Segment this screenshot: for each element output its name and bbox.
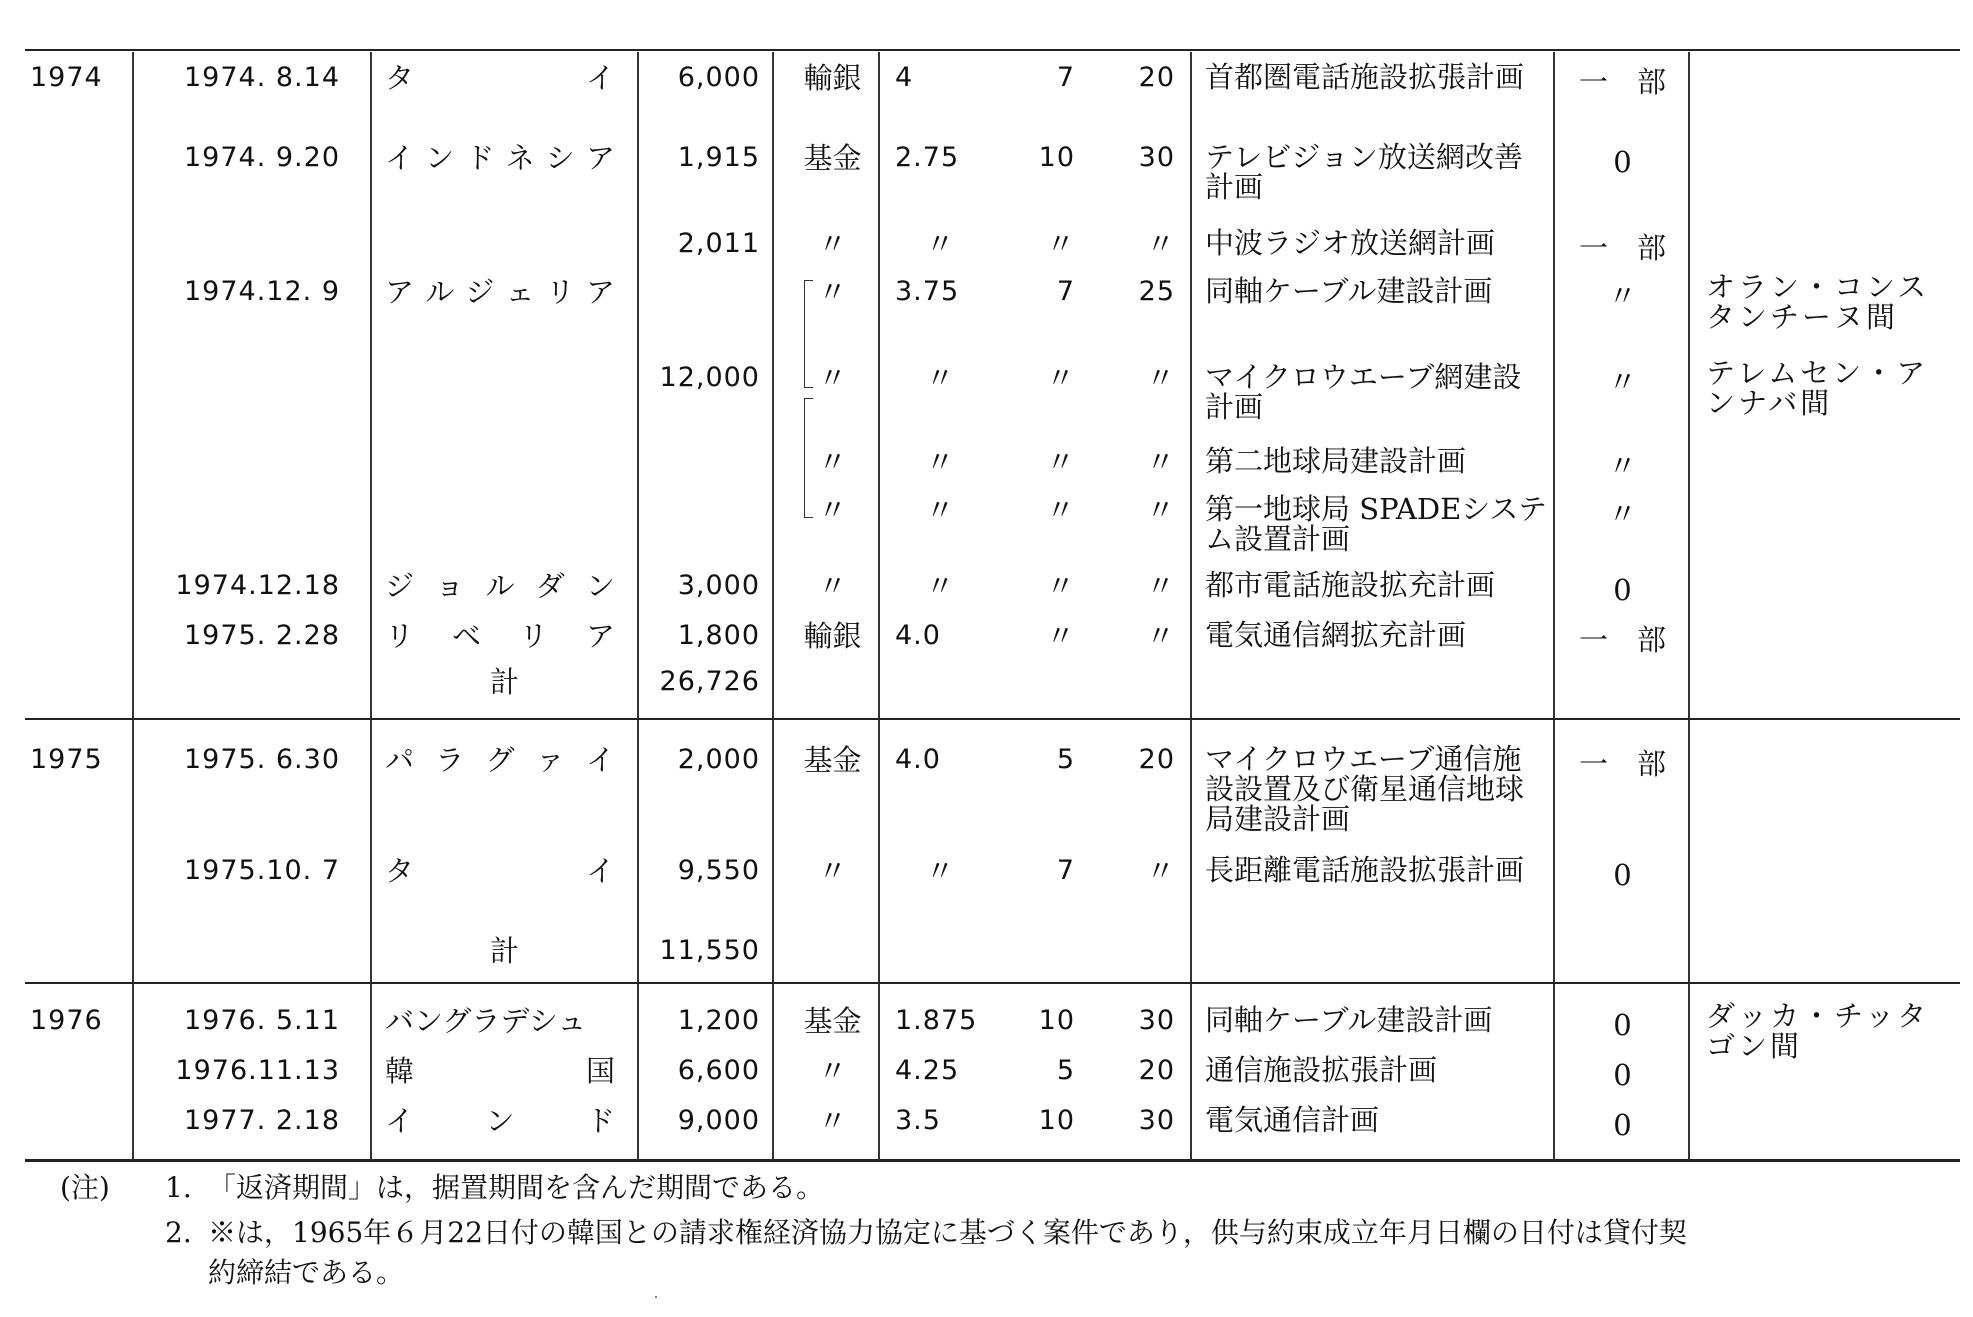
loan-amount: 6,000 — [677, 62, 760, 93]
total-amount: 11,550 — [659, 935, 760, 966]
interest-rate: 2.75 — [895, 142, 960, 173]
country-char: シ — [545, 141, 575, 175]
procurement-condition: 0 — [1613, 1008, 1632, 1042]
column-rule — [370, 720, 372, 982]
repayment-period: 〃 — [1145, 619, 1175, 653]
column-rule — [132, 52, 134, 718]
grace-period: 7 — [1056, 855, 1075, 886]
project-name: テレビジョン放送網改善計画 — [1205, 140, 1523, 204]
interest-rate: 4.25 — [895, 1055, 960, 1086]
project-name: 長距離電話施設拡張計画 — [1205, 853, 1525, 887]
note-number: 1. — [165, 1171, 192, 1204]
remarks: テレムセン・アンナバ間 — [1706, 356, 1929, 420]
country-char: リ — [545, 275, 575, 309]
project-name: 電気通信計画 — [1205, 1103, 1380, 1137]
country-char: ョ — [435, 569, 465, 603]
column-rule — [637, 720, 639, 982]
total-label: 計 — [490, 934, 520, 968]
country-char: イ — [585, 743, 615, 777]
project-name: 都市電話施設拡充計画 — [1205, 568, 1496, 602]
procurement-condition: 一 部 — [1578, 623, 1666, 657]
procurement-condition: 〃 — [1607, 449, 1637, 483]
interest-rate: 4.0 — [895, 744, 941, 775]
country-char: ァ — [535, 743, 565, 777]
column-rule — [1553, 720, 1555, 982]
interest-rate: 〃 — [925, 361, 955, 395]
column-rule — [1553, 984, 1555, 1160]
repayment-period: 〃 — [1145, 361, 1175, 395]
interest-rate: 〃 — [925, 227, 955, 261]
lending-agency: 基金 — [803, 743, 862, 777]
procurement-condition: 〃 — [1607, 279, 1637, 313]
repayment-period: 〃 — [1145, 854, 1175, 888]
note-text-continued: 約締結である。 — [208, 1256, 405, 1289]
grace-period: 7 — [1056, 276, 1075, 307]
grace-period: 5 — [1056, 1055, 1075, 1086]
procurement-condition: 0 — [1613, 573, 1632, 607]
column-rule — [1190, 984, 1192, 1160]
commitment-date: 1975.10. 7 — [184, 855, 340, 886]
fiscal-year: 1975 — [30, 744, 103, 775]
recipient-country — [385, 1105, 615, 1137]
repayment-period: 20 — [1138, 744, 1175, 775]
recipient-country — [385, 1055, 615, 1087]
notes-prefix: (注) — [60, 1171, 110, 1204]
column-rule — [1688, 984, 1690, 1160]
total-label: 計 — [490, 665, 520, 699]
country-char: ド — [585, 1104, 615, 1138]
column-rule — [772, 720, 774, 982]
repayment-period: 20 — [1138, 1055, 1175, 1086]
procurement-condition: 〃 — [1607, 497, 1637, 531]
remarks: ダッカ・チッタゴン間 — [1706, 999, 1930, 1063]
grace-period: 5 — [1056, 744, 1075, 775]
country-char: ア — [585, 141, 615, 175]
country-char: ル — [425, 275, 455, 309]
loan-amount: 1,915 — [677, 142, 760, 173]
recipient-country — [385, 1005, 615, 1037]
country-char: ダ — [535, 569, 565, 603]
interest-rate: 〃 — [925, 569, 955, 603]
lending-agency: 〃 — [817, 361, 847, 395]
loan-amount: 9,550 — [677, 855, 760, 886]
column-rule — [370, 52, 372, 718]
country-char: ア — [585, 619, 615, 653]
lending-agency: 基金 — [803, 1004, 862, 1038]
repayment-period: 30 — [1138, 142, 1175, 173]
grouping-brace — [804, 398, 813, 518]
country-char: タ — [385, 854, 415, 888]
procurement-condition: 0 — [1613, 1108, 1632, 1142]
interest-rate: 1.875 — [895, 1005, 978, 1036]
grace-period: 10 — [1038, 1005, 1075, 1036]
repayment-period: 25 — [1138, 276, 1175, 307]
recipient-country — [385, 570, 615, 602]
column-rule — [772, 52, 774, 718]
procurement-condition: 一 部 — [1578, 747, 1666, 781]
column-rule — [132, 720, 134, 982]
project-name: マイクロウエーブ網建設計画 — [1205, 360, 1522, 424]
column-rule — [637, 52, 639, 718]
country-char: バングラデシュ — [385, 1004, 587, 1038]
interest-rate: 〃 — [925, 854, 955, 888]
recipient-country — [385, 620, 615, 652]
lending-agency: 〃 — [817, 854, 847, 888]
country-char: ア — [585, 275, 615, 309]
column-rule — [1688, 52, 1690, 718]
interest-rate: 3.75 — [895, 276, 960, 307]
project-name: 同軸ケーブル建設計画 — [1205, 274, 1493, 308]
project-name: 第二地球局建設計画 — [1205, 444, 1467, 478]
project-name: 電気通信網拡充計画 — [1205, 618, 1467, 652]
country-char: ラ — [435, 743, 465, 777]
project-name: 中波ラジオ放送網計画 — [1205, 226, 1496, 260]
commitment-date: 1974. 9.20 — [184, 142, 340, 173]
repayment-period: 〃 — [1145, 445, 1175, 479]
grace-period: 〃 — [1045, 619, 1075, 653]
lending-agency: 基金 — [803, 141, 862, 175]
procurement-condition: 一 部 — [1578, 231, 1666, 265]
column-rule — [370, 984, 372, 1160]
project-name: 首都圏電話施設拡張計画 — [1205, 60, 1525, 94]
column-rule — [1553, 52, 1555, 718]
loan-amount: 12,000 — [659, 362, 760, 393]
grace-period: 10 — [1038, 142, 1075, 173]
country-char: ド — [465, 141, 495, 175]
recipient-country — [385, 142, 615, 174]
country-char: イ — [385, 1104, 415, 1138]
country-char: ベ — [451, 619, 481, 653]
lending-agency: 輸銀 — [803, 619, 862, 653]
country-char: ン — [485, 1104, 515, 1138]
lending-agency: 〃 — [817, 445, 847, 479]
lending-agency: 〃 — [817, 569, 847, 603]
country-char: 韓 — [385, 1054, 415, 1088]
loan-amount: 9,000 — [677, 1105, 760, 1136]
lending-agency: 〃 — [817, 227, 847, 261]
table-rule-1 — [25, 718, 1960, 720]
project-name: 第一地球局 SPADEシステム設置計画 — [1205, 492, 1547, 556]
loan-amount: 3,000 — [677, 570, 760, 601]
interest-rate: 〃 — [925, 445, 955, 479]
repayment-period: 〃 — [1145, 569, 1175, 603]
country-char: ジ — [465, 275, 495, 309]
procurement-condition: 一 部 — [1578, 65, 1666, 99]
procurement-condition: 0 — [1613, 1058, 1632, 1092]
recipient-country — [385, 62, 615, 94]
repayment-period: 30 — [1138, 1005, 1175, 1036]
scan-speck — [655, 1296, 657, 1298]
commitment-date: 1974. 8.14 — [184, 62, 340, 93]
interest-rate: 4 — [895, 62, 914, 93]
grace-period: 〃 — [1045, 361, 1075, 395]
total-amount: 26,726 — [659, 666, 760, 697]
repayment-period: 〃 — [1145, 227, 1175, 261]
column-rule — [878, 984, 880, 1160]
recipient-country — [385, 855, 615, 887]
recipient-country — [385, 744, 615, 776]
note-number: 2. — [165, 1216, 192, 1249]
grace-period: 7 — [1056, 62, 1075, 93]
interest-rate: 3.5 — [895, 1105, 941, 1136]
column-rule — [878, 52, 880, 718]
loan-amount: 1,800 — [677, 620, 760, 651]
grace-period: 〃 — [1045, 569, 1075, 603]
country-char: イ — [585, 854, 615, 888]
commitment-date: 1975. 6.30 — [184, 744, 340, 775]
column-rule — [1688, 720, 1690, 982]
lending-agency: 〃 — [817, 275, 847, 309]
note-text: 「返済期間」は，据置期間を含んだ期間である。 — [208, 1171, 825, 1204]
grace-period: 〃 — [1045, 493, 1075, 527]
commitment-date: 1976. 5.11 — [184, 1005, 340, 1036]
column-rule — [637, 984, 639, 1160]
repayment-period: 30 — [1138, 1105, 1175, 1136]
loan-amount: 6,600 — [677, 1055, 760, 1086]
loan-amount: 2,011 — [677, 228, 760, 259]
country-char: イ — [585, 61, 615, 95]
fiscal-year: 1974 — [30, 62, 103, 93]
country-char: リ — [518, 619, 548, 653]
country-char: グ — [485, 743, 515, 777]
table-rule-2 — [25, 982, 1960, 984]
country-char: ン — [425, 141, 455, 175]
country-char: リ — [385, 619, 415, 653]
column-rule — [1190, 720, 1192, 982]
grace-period: 〃 — [1045, 445, 1075, 479]
commitment-date: 1976.11.13 — [175, 1055, 340, 1086]
procurement-condition: 〃 — [1607, 365, 1637, 399]
fiscal-year: 1976 — [30, 1005, 103, 1036]
country-char: ル — [485, 569, 515, 603]
grace-period: 10 — [1038, 1105, 1075, 1136]
lending-agency: 〃 — [817, 493, 847, 527]
grace-period: 〃 — [1045, 227, 1075, 261]
country-char: ジ — [385, 569, 415, 603]
project-name: 同軸ケーブル建設計画 — [1205, 1003, 1493, 1037]
column-rule — [878, 720, 880, 982]
country-char: ネ — [505, 141, 535, 175]
commitment-date: 1974.12. 9 — [184, 276, 340, 307]
commitment-date: 1975. 2.28 — [184, 620, 340, 651]
country-char: 国 — [585, 1054, 615, 1088]
table-rule-3 — [25, 1159, 1960, 1162]
column-rule — [132, 984, 134, 1160]
country-char: イ — [385, 141, 415, 175]
repayment-period: 〃 — [1145, 493, 1175, 527]
loan-amount: 1,200 — [677, 1005, 760, 1036]
lending-agency: 〃 — [817, 1054, 847, 1088]
lending-agency: 〃 — [817, 1104, 847, 1138]
country-char: タ — [385, 61, 415, 95]
loan-amount: 2,000 — [677, 744, 760, 775]
country-char: ン — [585, 569, 615, 603]
interest-rate: 〃 — [925, 493, 955, 527]
remarks: オラン・コンスタンチーヌ間 — [1706, 270, 1930, 334]
procurement-condition: 0 — [1613, 145, 1632, 179]
note-text: ※は，1965年６月22日付の韓国との請求権経済協力協定に基づく案件であり，供与約束成立年月日欄の日付は貸付契 — [208, 1216, 1687, 1249]
interest-rate: 4.0 — [895, 620, 941, 651]
grouping-brace — [804, 280, 813, 388]
country-char: ア — [385, 275, 415, 309]
project-name: 通信施設拡張計画 — [1205, 1053, 1438, 1087]
recipient-country — [385, 276, 615, 308]
procurement-condition: 0 — [1613, 858, 1632, 892]
country-char: ェ — [505, 275, 535, 309]
table-rule-0 — [25, 49, 1960, 51]
country-char: パ — [385, 743, 415, 777]
column-rule — [1190, 52, 1192, 718]
column-rule — [772, 984, 774, 1160]
commitment-date: 1977. 2.18 — [184, 1105, 340, 1136]
project-name: マイクロウエーブ通信施設設置及び衛星通信地球局建設計画 — [1205, 742, 1525, 836]
repayment-period: 20 — [1138, 62, 1175, 93]
commitment-date: 1974.12.18 — [175, 570, 340, 601]
lending-agency: 輸銀 — [803, 61, 862, 95]
